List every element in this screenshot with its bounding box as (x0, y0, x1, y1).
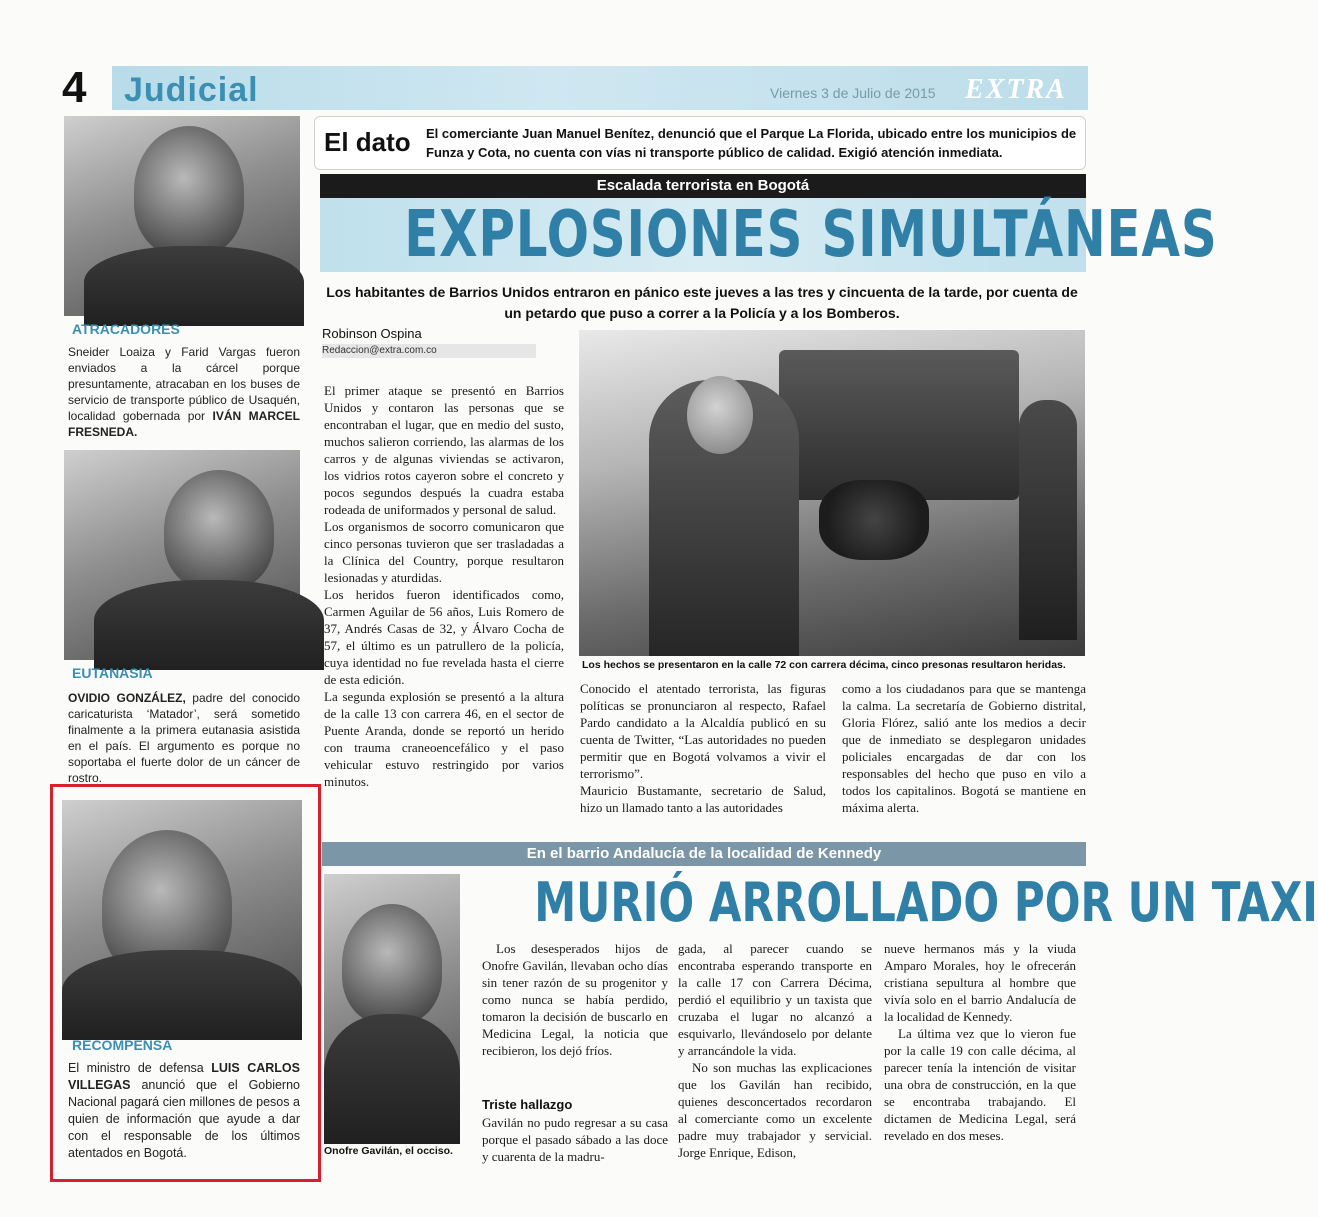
page-number: 4 (62, 63, 87, 112)
sidebar-label-atracadores: ATRACADORES (72, 321, 180, 337)
story1-kicker: Escalada terrorista en Bogotá (320, 174, 1086, 198)
story2-column-1-cont: Gavilán no pudo regresar a su casa porque el pasado sábado a las doce y cuarenta de la madru- (482, 1115, 668, 1164)
story2-subhead: Triste hallazgo (482, 1097, 573, 1112)
paragraph: como a los ciudadanos para que se mantenga la calma. La secretaría de Gobierno distrital, Gloria Flórez, salió ante los medios a decir que de inmediato se desplegaron unidades policiales encargadas de dar con los responsables del hecho que puso en vilo a todos los capitalinos. Bogotá se mantiene en máxima alerta. (842, 681, 1086, 815)
story2-headline: MURIÓ ARROLLADO POR UN TAXI (534, 871, 1318, 934)
paragraph: Los heridos fueron identificados como, Carmen Aguilar de 56 años, Luis Romero de 37, Andrés Casas de 32, y Álvaro Cocha de 57, el último es un patrullero de la policía, cuya identidad no fue revelada hasta el cierre de esta edición. (324, 587, 564, 687)
paragraph: La segunda explosión se presentó a la altura de la calle 13 con carrera 46, en el sector de Puente Aranda, donde se reportó un herido con trauma craneoencefálico y el paso vehicular estuvo restringido por varios minutos. (324, 689, 564, 789)
story1-byline: Robinson Ospina (322, 326, 422, 341)
story1-deck: Los habitantes de Barrios Unidos entraron en pánico este jueves a las tres y cincuenta de la tarde, por cuenta de un petardo que puso a correr a la Policía y a los Bomberos. (326, 284, 1078, 321)
story1-column-1 (324, 382, 564, 790)
story1-photo (579, 330, 1085, 656)
sidebar-text-recompensa: El ministro de defensa LUIS CARLOS VILLEGAS anunció que el Gobierno Nacional pagará cien millones de pesos a quien de información que ayude a dar con el responsable de los últimos atentados en Bogotá. (68, 1061, 300, 1160)
story2-photo-caption: Onofre Gavilán, el occiso. (324, 1145, 453, 1157)
sidebar-text-atracadores: Sneider Loaiza y Farid Vargas fueron enviados a la cárcel porque presuntamente, atracaban en los buses de servicio de transporte público de Usaquén, localidad gobernada por IVÁN MARCEL FRESNEDA. (68, 345, 300, 439)
paragraph: La última vez que lo vieron fue por la calle 19 con calle décima, al parecer tenía la intención de visitar una obra de construcción, en la que se encontraba trabajando. El dictamen de Medicina Legal, será revelado en dos meses. (884, 1026, 1076, 1143)
publication-date: Viernes 3 de Julio de 2015 (770, 85, 936, 101)
paragraph: No son muchas las explicaciones que los Gavilán han recibido, quienes desconcertados recordaron al comerciante como un excelente padre muy trabajador y servicial. Jorge Enrique, Edison, (678, 1060, 872, 1160)
story2-kicker: En el barrio Andalucía de la localidad de Kennedy (526, 845, 882, 862)
story1-headline: EXPLOSIONES SIMULTÁNEAS (404, 198, 1218, 272)
paragraph: Conocido el atentado terrorista, las figuras políticas se pronunciaron al respecto, Rafael Pardo candidato a la Alcaldía publicó en su cuenta de Twitter, “Las autoridades no pueden permitir que en Bogotá volvamos a vivir el terrorismo”. (580, 681, 826, 781)
story1-column-2 (580, 680, 826, 816)
story2-column-2 (678, 940, 872, 1161)
paragraph: gada, al parecer cuando se encontraba esperando transporte en la calle 17 con Carrera Décima, perdió el equilibrio y un taxista que cruzaba el lugar no alcanzó a esquivarlo, llevándoselo por delante y arrancándole la vida. (678, 941, 872, 1058)
paragraph: Mauricio Bustamante, secretario de Salud, hizo un llamado tanto a las autoridades (580, 783, 826, 815)
dato-title: El dato (324, 127, 411, 157)
story1-photo-caption: Los hechos se presentaron en la calle 72 con carrera décima, cinco presonas resultaron heridas. (582, 659, 1066, 671)
newspaper-logo: EXTRA (965, 74, 1067, 105)
photo-atracadores (64, 116, 300, 316)
sidebar-text-eutanasia: OVIDIO GONZÁLEZ, padre del conocido caricaturista ‘Matador’, será sometido finalmente a la primera eutanasia asistida en el país. El argumento es porque no soportaba el fuerte dolor de un cáncer de rostro. (68, 691, 300, 785)
section-title: Judicial (124, 71, 259, 109)
sidebar-label-recompensa: RECOMPENSA (72, 1037, 173, 1053)
story2-column-3 (884, 940, 1076, 1144)
story2-column-1: Los desesperados hijos de Onofre Gavilán, llevaban ocho días sin tener razón de su progenitor y como nunca se había perdido, tomaron la decisión de buscarlo en Medicina Legal, la noticia que recibieron, los dejó fríos. (482, 941, 668, 1058)
paragraph: Los organismos de socorro comunicaron que cinco personas tuvieron que ser trasladadas a la Clínica del Country, porque resultaron lesionadas y aturdidas. (324, 519, 564, 585)
sidebar-label-eutanasia: EUTANASIA (72, 665, 153, 681)
photo-eutanasia (64, 450, 300, 660)
story1-byline-email: Redaccion@extra.com.co (322, 344, 536, 358)
paragraph: nueve hermanos más y la viuda Amparo Morales, hoy le ofrecerán cristiana sepultura al hombre que vivía solo en el barrio Andalucía de la localidad de Kennedy. (884, 941, 1076, 1024)
story2-photo (324, 874, 460, 1140)
story1-column-3 (842, 680, 1086, 816)
paragraph: El primer ataque se presentó en Barrios Unidos y contaron las personas que se encontraban el lugar, que en medio del susto, muchos salieron corriendo, las alarmas de los carros y de algunas viviendas se activaron, los vidrios rotos cayeron sobre el concreto y pocos segundos después la cuadra estaba rodeada de uniformados y personal de salud. (324, 383, 564, 517)
dato-text: El comerciante Juan Manuel Benítez, denunció que el Parque La Florida, ubicado entre los municipios de Funza y Cota, no cuenta con vías ni transporte público de calidad. Exigió atención inmediata. (426, 126, 1077, 160)
photo-recompensa (62, 800, 302, 1028)
